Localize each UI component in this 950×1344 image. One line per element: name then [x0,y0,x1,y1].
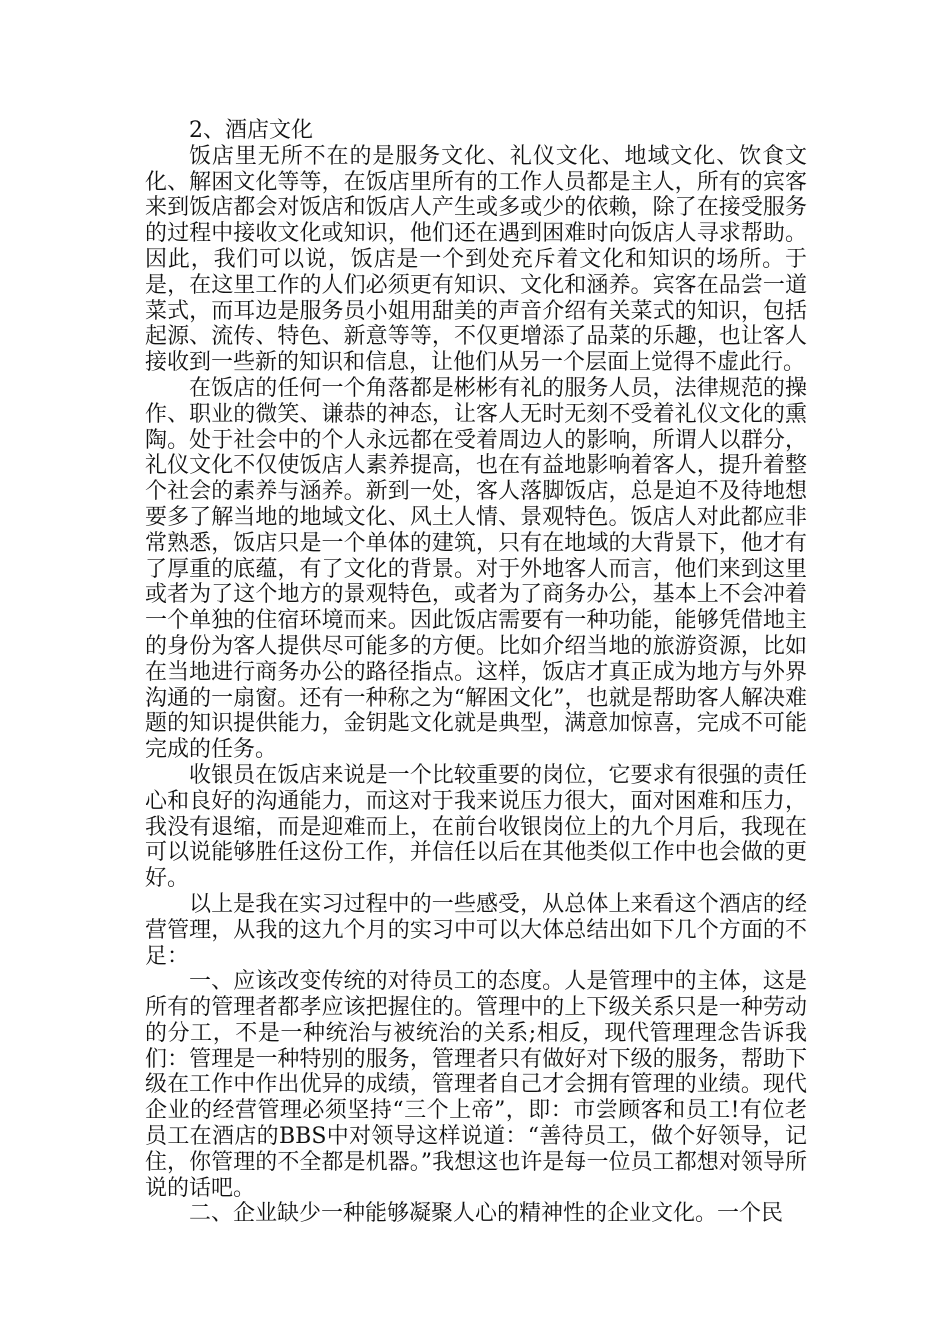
paragraph-summary: 以上是我在实习过程中的一些感受，从总体上来看这个酒店的经营管理，从我的这九个月的实习中可以大体总结出如下几个方面的不足： [145,891,807,969]
paragraph-hotel-culture: 饭店里无所不在的是服务文化、礼仪文化、地域文化、饮食文化、解困文化等等，在饭店里所有的工作人员都是主人，所有的宾客来到饭店都会对饭店和饭店人产生或多或少的依赖，除了在接受服务的过程中接收文化或知识，他们还在遇到困难时向饭店人寻求帮助。因此，我们可以说，饭店是一个到处充斥着文化和知识的场所。于是，在这里工作的人们必须更有知识、文化和涵养。宾客在品尝一道菜式，而耳边是服务员小姐用甜美的声音介绍有关菜式的知识，包括起源、流传、特色、新意等等，不仅更增添了品菜的乐趣，也让客人接收到一些新的知识和信息，让他们从另一个层面上觉得不虚此行。 [145,143,807,376]
document-page [145,118,807,1227]
paragraph-etiquette-culture: 在饭店的任何一个角落都是彬彬有礼的服务人员，法律规范的操作、职业的微笑、谦恭的神态，让客人无时无刻不受着礼仪文化的熏陶。处于社会中的个人永远都在受着周边人的影响，所谓人以群分，礼仪文化不仅使饭店人素养提高，也在有益地影响着客人，提升着整个社会的素养与涵养。新到一处，客人落脚饭店，总是迫不及待地想要多了解当地的地域文化、风土人情、景观特色。饭店人对此都应非常熟悉，饭店只是一个单体的建筑，只有在地域的大背景下，他才有了厚重的底蕴，有了文化的背景。对于外地客人而言，他们来到这里或者为了这个地方的景观特色，或者为了商务办公，基本上不会冲着一个单独的住宿环境而来。因此饭店需要有一种功能，能够凭借地主的身份为客人提供尽可能多的方便。比如介绍当地的旅游资源，比如在当地进行商务办公的路径指点。这样，饭店才真正成为地方与外界沟通的一扇窗。还有一种称之为“解困文化”，也就是帮助客人解决难题的知识提供能力，金钥匙文化就是典型，满意加惊喜，完成不可能完成的任务。 [145,375,807,763]
paragraph-cashier-role: 收银员在饭店来说是一个比较重要的岗位，它要求有很强的责任心和良好的沟通能力，而这对于我来说压力很大，面对困难和压力，我没有退缩，而是迎难而上，在前台收银岗位上的九个月后，我现在可以说能够胜任这份工作，并信任以后在其他类似工作中也会做的更好。 [145,762,807,892]
paragraph-point-one: 一、应该改变传统的对待员工的态度。人是管理中的主体，这是所有的管理者都孝应该把握住的。管理中的上下级关系只是一种劳动的分工，不是一种统治与被统治的关系;相反，现代管理理念告诉我们：管理是一种特别的服务，管理者只有做好对下级的服务，帮助下级在工作中作出优异的成绩，管理者自己才会拥有管理的业绩。现代企业的经营管理必须坚持“三个上帝”，即：市尝顾客和员工!有位老员工在酒店的BBS中对领导这样说道：“善待员工，做个好领导，记住，你管理的不全都是机器。”我想这也许是每一位员工都想对领导所说的话吧。 [145,969,807,1201]
paragraph-point-two: 二、企业缺少一种能够凝聚人心的精神性的企业文化。一个民 [189,1201,784,1227]
section-heading: 2、酒店文化 [189,118,313,143]
